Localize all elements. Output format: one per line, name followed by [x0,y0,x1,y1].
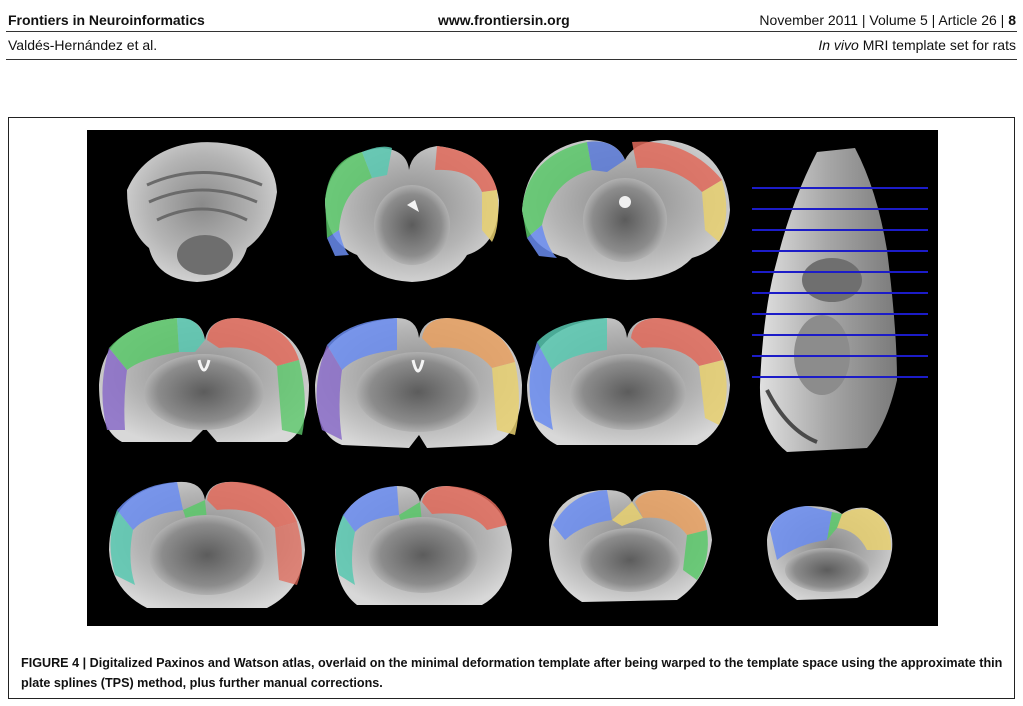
slice-r2-c2 [315,318,522,448]
page-number: 8 [1008,12,1016,28]
authors: Valdés-Hernández et al. [8,37,158,53]
slice-sagittal [752,148,928,452]
slice-r3-c4 [767,506,892,600]
header-rule-top [6,31,1017,32]
slice-r2-c3 [527,318,730,445]
running-title [818,37,1016,53]
caption-text: Digitalized Paxinos and Watson atlas, overlaid on the minimal deformation template after being warped to the template space using the approximate thin plate splines (TPS) method, plus further manual corrections. [21,656,1003,690]
running-title-rest: MRI template set for rats [858,37,1016,53]
slice-r2-c1 [99,318,309,442]
issue-info [759,12,1016,28]
journal-name: Frontiers in Neuroinformatics [8,12,205,28]
slice-r1-c1 [127,142,277,282]
figure-svg [87,130,938,626]
slice-r3-c2 [335,486,512,605]
slice-r3-c1 [109,482,305,608]
journal-website[interactable]: www.frontiersin.org [438,12,570,28]
caption-label: FIGURE 4 | [21,656,90,670]
slice-r1-c2 [325,146,499,282]
running-title-italic: In vivo [818,37,859,53]
figure-image [87,130,938,626]
slice-r3-c3 [549,490,712,602]
issue-prefix: November 2011 | Volume 5 | Article 26 | [759,12,1009,28]
header-rule-bottom [6,59,1017,60]
figure-caption [21,653,1006,693]
slice-r1-c3 [522,140,730,280]
